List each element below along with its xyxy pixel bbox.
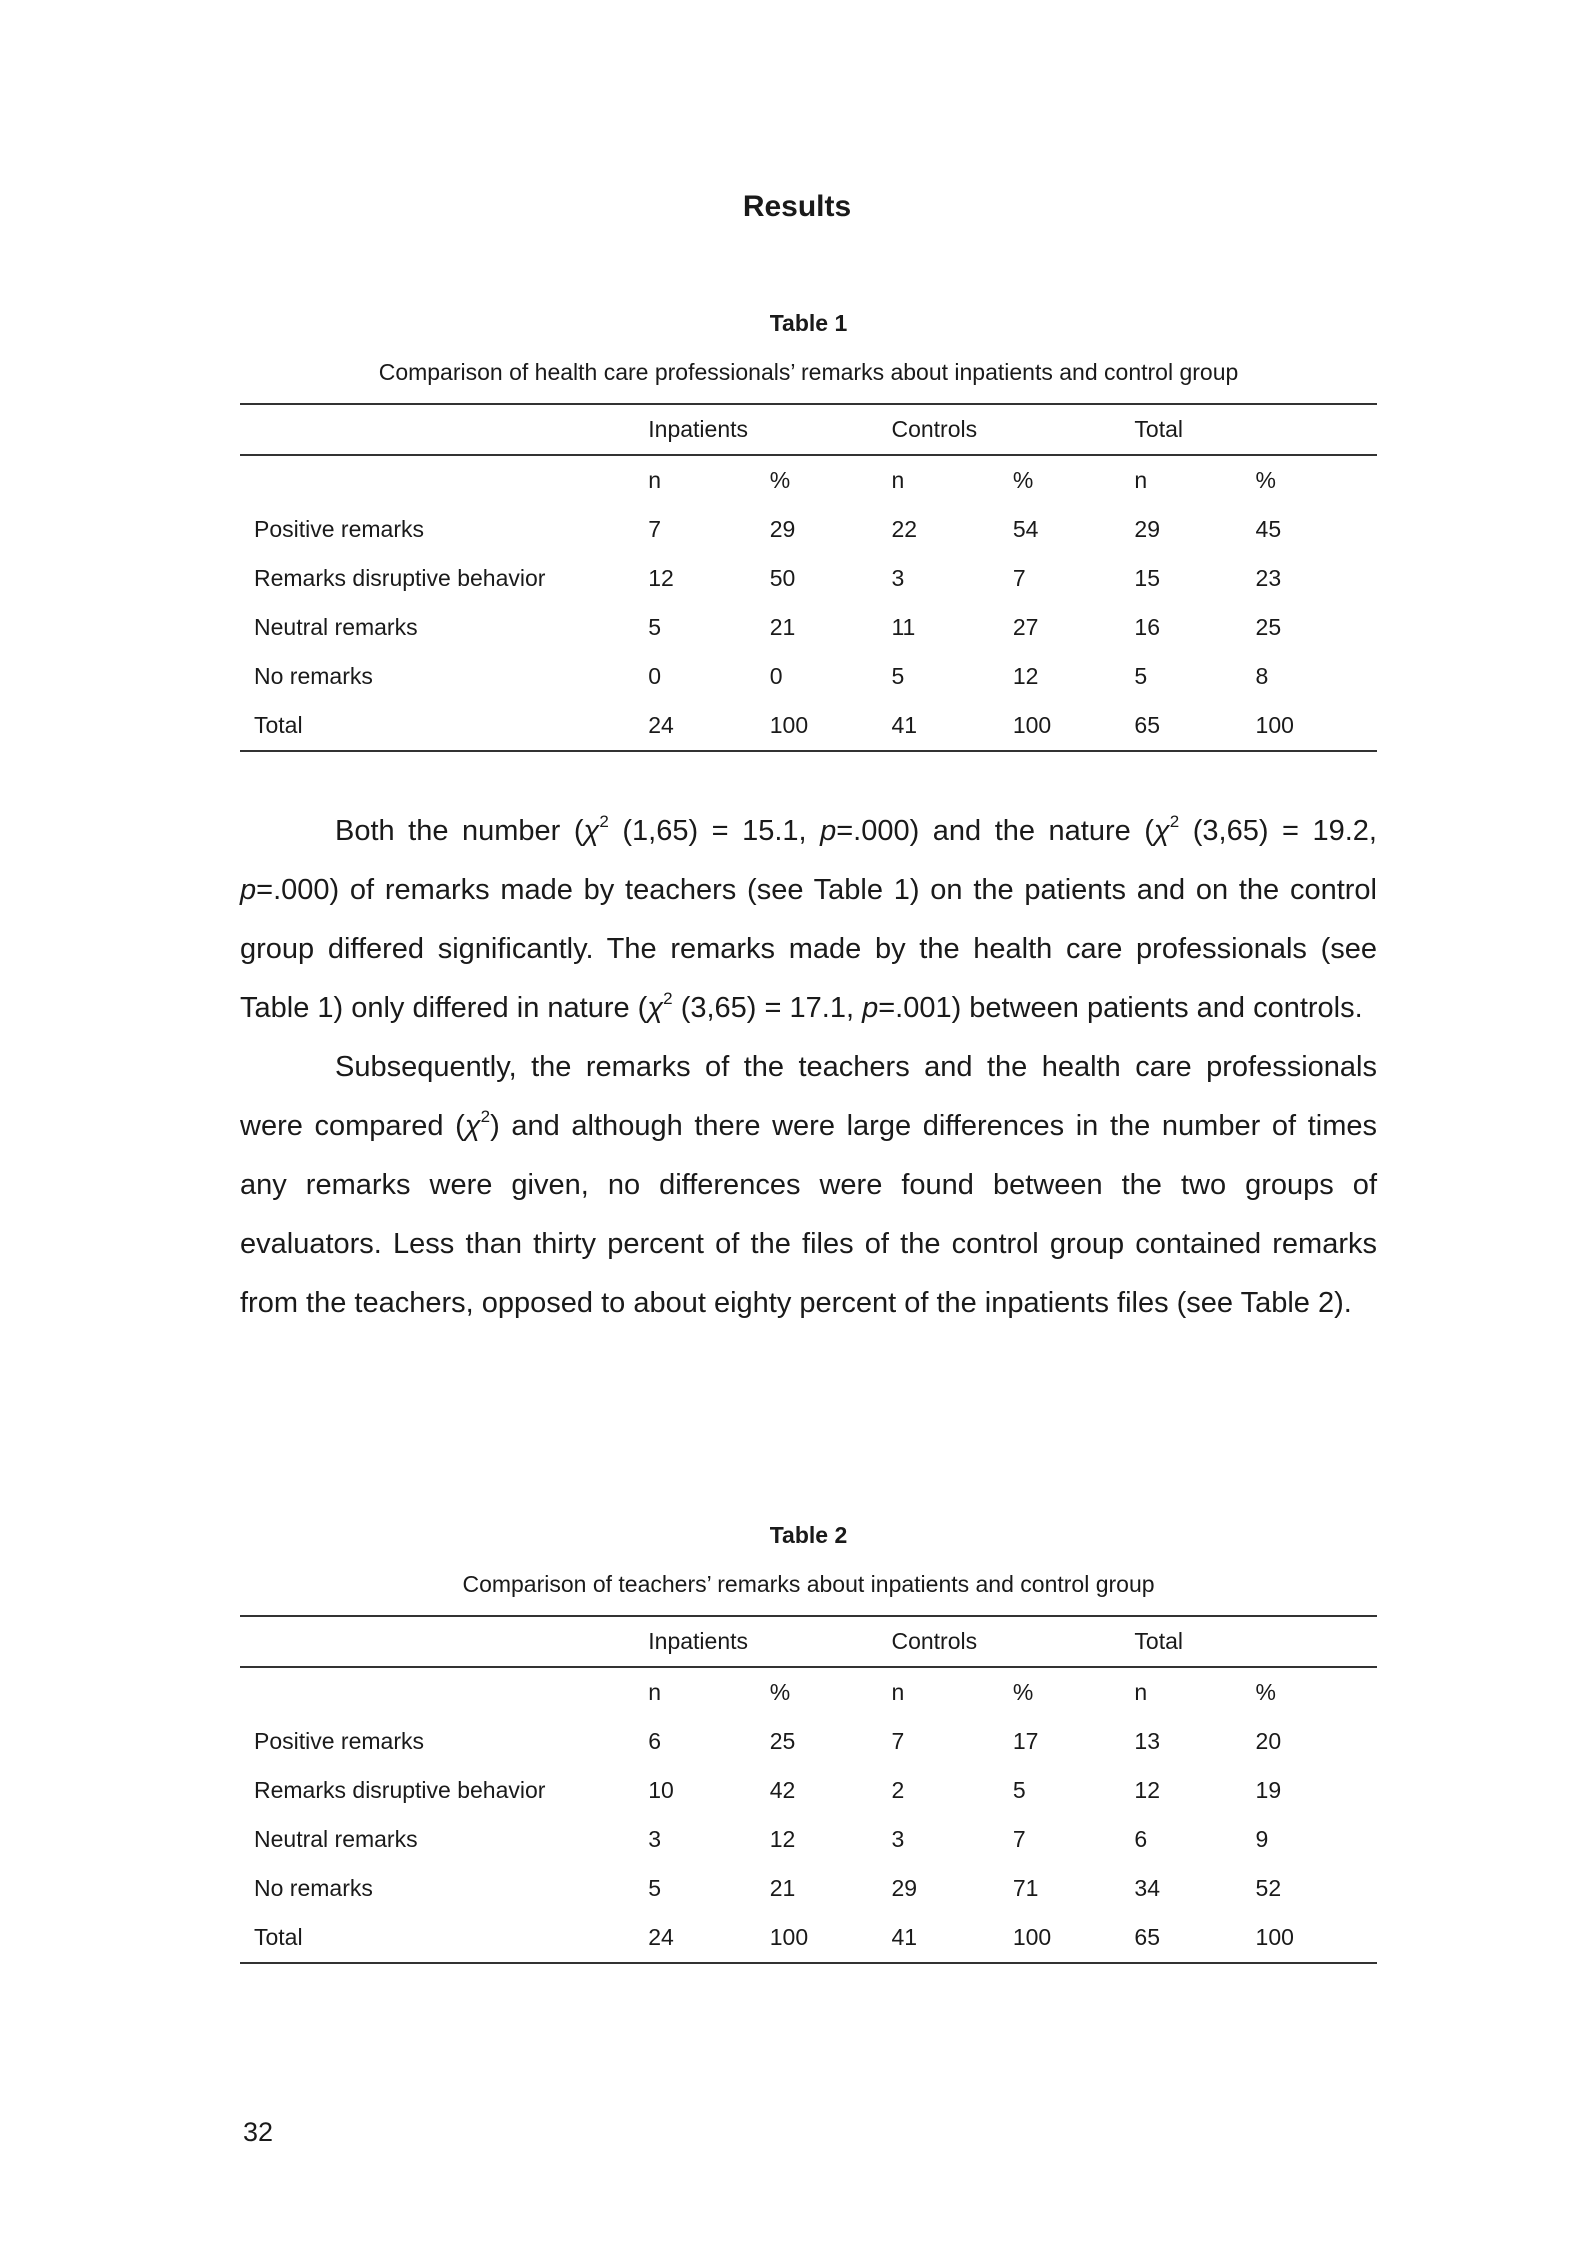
- table-cell: 100: [1255, 1924, 1294, 1950]
- table-2-label: Table 2: [769, 1522, 848, 1548]
- subheader-cell: %: [1012, 1679, 1034, 1705]
- paragraph-2: Subsequently, the remarks of the teachers and the health care professionals were compared $(\chi^2)$ and although there were large differences in the number of times any remarks were given, no differences were found between the two groups of evaluators. Less than thirty percent of the files of the control group contained remarks from the teachers, opposed to about eighty percent of the inpatients files (see Table 2).: [240, 1051, 1377, 1319]
- subheader-cell: n: [1134, 1679, 1148, 1705]
- table-cell: 25: [1255, 614, 1282, 640]
- table-cell: 24: [648, 1924, 674, 1950]
- table-cell: 41: [891, 712, 918, 738]
- subheader-cell: n: [648, 1679, 662, 1705]
- row-label: Neutral remarks: [254, 614, 418, 640]
- table-row: [240, 1864, 1377, 1913]
- table-cell: 3: [648, 1826, 662, 1852]
- table-cell: 22: [891, 516, 918, 542]
- table-row: [240, 1717, 1377, 1766]
- table-cell: 17: [1012, 1728, 1039, 1754]
- subheader-cell: %: [769, 467, 791, 493]
- table-cell: 12: [769, 1826, 796, 1852]
- table-cell: 100: [1012, 712, 1052, 738]
- table-cell: 15: [1134, 565, 1160, 591]
- table-row: [240, 1766, 1377, 1815]
- table-cell: 29: [769, 516, 796, 542]
- table-2: [240, 1522, 1377, 1964]
- table-cell: 0: [648, 663, 662, 689]
- row-label: Positive remarks: [254, 516, 424, 542]
- table-row: [240, 1815, 1377, 1864]
- table-1-grid: [240, 403, 1377, 752]
- row-label: Remarks disruptive behavior: [254, 565, 546, 591]
- table-row: [240, 505, 1377, 554]
- table-cell: 7: [1012, 565, 1026, 591]
- table-1: [240, 310, 1377, 752]
- table-cell: 5: [648, 614, 662, 640]
- table-cell: 34: [1134, 1875, 1160, 1901]
- section-heading: Results: [742, 190, 852, 223]
- table-cell: 45: [1255, 516, 1282, 542]
- table-cell: 8: [1255, 663, 1269, 689]
- table-cell: 12: [648, 565, 674, 591]
- table-row: [240, 603, 1377, 652]
- group-header: Controls: [891, 404, 1134, 455]
- subheader-cell: %: [1255, 467, 1276, 493]
- table-2-caption: Comparison of teachers’ remarks about inpatients and control group: [462, 1571, 1155, 1597]
- table-cell: 16: [1134, 614, 1160, 640]
- table-cell: 54: [1012, 516, 1039, 542]
- table-cell: 7: [648, 516, 662, 542]
- table-cell: 13: [1134, 1728, 1160, 1754]
- table-cell: 10: [648, 1777, 674, 1803]
- table-subheader-row: [240, 1667, 1377, 1717]
- table-cell: 6: [648, 1728, 662, 1754]
- table-cell: 21: [769, 614, 796, 640]
- table-cell: 3: [891, 565, 905, 591]
- table-cell: 100: [1255, 712, 1294, 738]
- table-cell: 19: [1255, 1777, 1282, 1803]
- table-cell: 71: [1012, 1875, 1039, 1901]
- table-row: [240, 1913, 1377, 1963]
- table-cell: 42: [769, 1777, 796, 1803]
- row-label: Neutral remarks: [254, 1826, 418, 1852]
- subheader-cell: n: [1134, 467, 1148, 493]
- table-cell: 52: [1255, 1875, 1282, 1901]
- table-cell: 12: [1134, 1777, 1160, 1803]
- group-header: Inpatients: [648, 1616, 891, 1667]
- paragraph-1: Both the number ($\chi^2$ (1,65) = 15.1, p=.000) and the nature ($\chi^2$ (3,65) = 19.2, p=.000) of remarks made by teachers (see Table 1) on the patients and on the control group differed significantly. The remarks made by the health care professionals (see Table 1) only differed in nature ($\chi^2$ (3,65) = 17.1, p=.001) between patients and controls.: [240, 812, 1377, 1024]
- row-label: Remarks disruptive behavior: [254, 1777, 546, 1803]
- group-header: Total: [1134, 404, 1377, 455]
- table-cell: 100: [769, 1924, 809, 1950]
- page-number: 32: [243, 2117, 274, 2147]
- row-label: No remarks: [254, 1875, 373, 1901]
- table-cell: 41: [891, 1924, 918, 1950]
- subheader-cell: n: [648, 467, 662, 493]
- table-cell: 5: [891, 663, 905, 689]
- subheader-cell: %: [1255, 1679, 1276, 1705]
- table-1-label: Table 1: [769, 310, 848, 336]
- row-label: Positive remarks: [254, 1728, 424, 1754]
- subheader-cell: n: [891, 1679, 905, 1705]
- table-cell: 3: [891, 1826, 905, 1852]
- row-label: Total: [254, 1924, 303, 1950]
- table-cell: 100: [1012, 1924, 1052, 1950]
- table-subheader-row: [240, 455, 1377, 505]
- table-cell: 29: [1134, 516, 1160, 542]
- table-cell: 65: [1134, 712, 1160, 738]
- table-cell: 21: [769, 1875, 796, 1901]
- table-cell: 23: [1255, 565, 1282, 591]
- group-header: Inpatients: [648, 404, 891, 455]
- table-cell: 5: [1134, 663, 1148, 689]
- table-cell: 27: [1012, 614, 1039, 640]
- table-cell: 0: [769, 663, 783, 689]
- table-cell: 5: [1012, 1777, 1026, 1803]
- table-cell: 12: [1012, 663, 1039, 689]
- table-cell: 100: [769, 712, 809, 738]
- table-cell: 29: [891, 1875, 918, 1901]
- table-cell: 24: [648, 712, 674, 738]
- table-cell: 20: [1255, 1728, 1282, 1754]
- row-label: Total: [254, 712, 303, 738]
- table-header-row: [240, 404, 1377, 455]
- row-label: No remarks: [254, 663, 373, 689]
- subheader-cell: %: [1012, 467, 1034, 493]
- table-cell: 6: [1134, 1826, 1148, 1852]
- table-cell: 7: [1012, 1826, 1026, 1852]
- table-cell: 65: [1134, 1924, 1160, 1950]
- table-row: [240, 554, 1377, 603]
- table-1-caption: Comparison of health care professionals’ remarks about inpatients and control group: [378, 359, 1239, 385]
- table-cell: 9: [1255, 1826, 1269, 1852]
- table-cell: 5: [648, 1875, 662, 1901]
- table-cell: 2: [891, 1777, 905, 1803]
- table-header-row: [240, 1616, 1377, 1667]
- table-row: [240, 701, 1377, 751]
- table-row: [240, 652, 1377, 701]
- subheader-cell: n: [891, 467, 905, 493]
- table-cell: 25: [769, 1728, 796, 1754]
- table-cell: 50: [769, 565, 796, 591]
- group-header: Total: [1134, 1616, 1377, 1667]
- table-cell: 11: [891, 614, 916, 640]
- subheader-cell: %: [769, 1679, 791, 1705]
- table-cell: 7: [891, 1728, 905, 1754]
- group-header: Controls: [891, 1616, 1134, 1667]
- body-text: [240, 802, 1377, 1333]
- table-2-grid: [240, 1615, 1377, 1964]
